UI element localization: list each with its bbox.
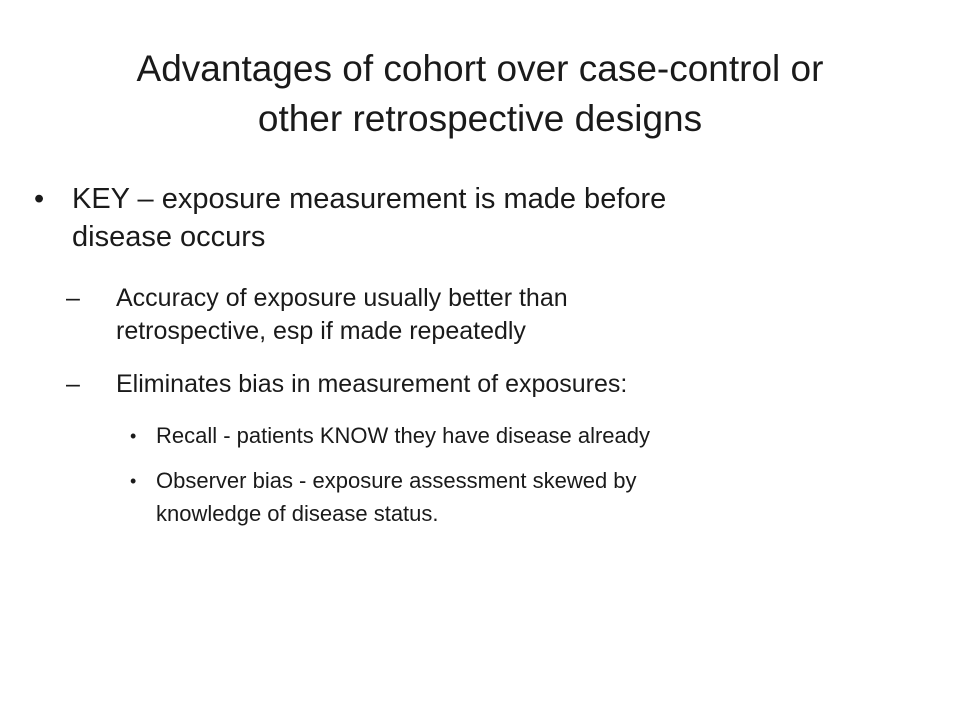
bullet-marker: • [130, 471, 137, 491]
bullet-line: KEY – exposure measurement is made before [72, 183, 667, 215]
bullet-line: disease occurs [72, 221, 266, 253]
sub-bullet-text [116, 282, 836, 348]
title-line: Advantages of cohort over case-control or [136, 48, 824, 89]
sub-bullet-accuracy [66, 282, 836, 348]
bullet-key [32, 180, 872, 256]
sub-sub-bullet-recall [130, 419, 886, 453]
slide-title [40, 44, 920, 144]
sub-sub-bullet-observer-bias [130, 464, 886, 530]
bullet-text [72, 180, 872, 256]
sub-sub-bullet-text [156, 419, 886, 452]
dash-marker: – [66, 370, 80, 398]
bullet-marker: • [130, 426, 137, 446]
dash-marker: – [66, 284, 80, 312]
sub-sub-bullet-line: Observer bias - exposure assessment skewed by [156, 468, 637, 493]
sub-sub-bullet-text [156, 464, 886, 530]
sub-bullet-line: Eliminates bias in measurement of exposures: [116, 370, 628, 398]
sub-bullet-line: Accuracy of exposure usually better than [116, 284, 568, 312]
title-line: other retrospective designs [257, 98, 703, 139]
sub-bullet-line: retrospective, esp if made repeatedly [116, 317, 526, 345]
sub-bullet-text [116, 368, 836, 401]
sub-bullet-eliminates-bias [66, 368, 836, 401]
sub-sub-bullet-line: knowledge of disease status. [156, 501, 439, 526]
bullet-marker: • [34, 183, 45, 215]
sub-sub-bullet-line: Recall - patients KNOW they have disease already [156, 423, 651, 448]
